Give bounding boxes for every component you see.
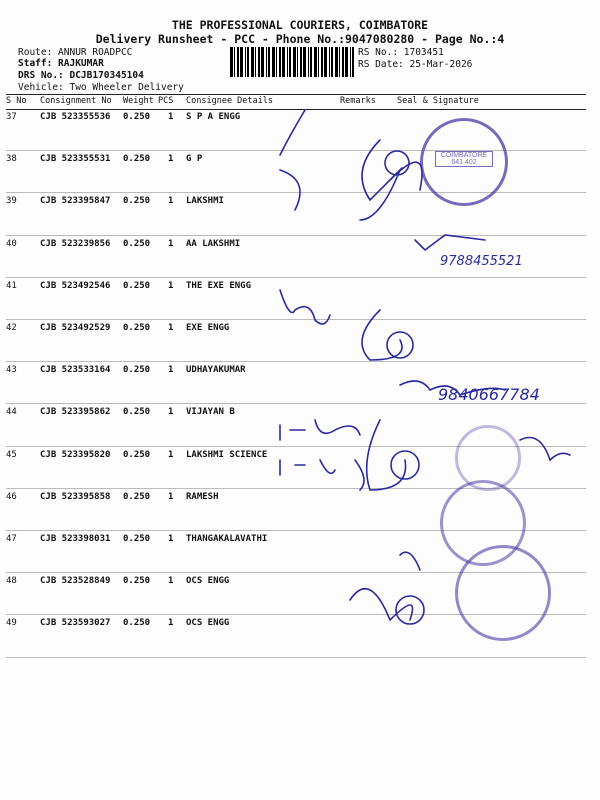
signature-stroke: [350, 589, 413, 620]
barcode-bar: [289, 47, 291, 77]
signature-stroke: [280, 290, 330, 324]
row-weight: 0.250: [123, 618, 151, 629]
row-sno: 39: [6, 196, 17, 207]
handwritten-phone-2: 9840667784: [438, 385, 540, 404]
barcode-bar: [297, 47, 298, 77]
row-sno: 46: [6, 491, 17, 502]
barcode-bar: [335, 47, 338, 77]
barcode-bar: [234, 47, 235, 77]
barcode-bar: [310, 47, 312, 77]
row-consignee: UDHAYAKUMAR: [186, 365, 246, 376]
signature-stroke: [520, 438, 570, 461]
barcode-bar: [276, 47, 277, 77]
row-consignee: VIJAYAN B: [186, 407, 235, 418]
col-consignment: Consignment No: [40, 96, 112, 106]
row-weight: 0.250: [123, 154, 151, 165]
barcode-bar: [318, 47, 319, 77]
row-consignment: CJB 523528849: [40, 576, 111, 587]
row-sno: 49: [6, 618, 17, 629]
barcode-bar: [314, 47, 317, 77]
row-sno: 45: [6, 449, 17, 460]
row-sno: 42: [6, 323, 17, 333]
row-pcs: 1: [168, 618, 174, 629]
barcode-bar: [342, 47, 344, 77]
barcode-bar: [321, 47, 323, 77]
signature-stroke: [280, 460, 364, 490]
row-consignment: CJB 523395847: [40, 196, 111, 207]
row-consignment: CJB 523395820: [40, 449, 111, 460]
barcode-bar: [279, 47, 281, 77]
barcode-bar: [245, 47, 246, 77]
col-consignee: Consignee Details: [186, 96, 273, 106]
row-weight: 0.250: [123, 407, 151, 418]
barcode-bar: [293, 47, 296, 77]
route-label: Route: ANNUR ROADPCC: [18, 47, 133, 58]
row-consignee: LAKSHMI SCIENCE: [186, 449, 268, 460]
row-consignment: CJB 523239856: [40, 238, 111, 249]
row-pcs: 1: [168, 280, 174, 291]
signature-stroke: [400, 552, 420, 570]
row-consignment: CJB 523492529: [40, 323, 111, 333]
row-pcs: 1: [168, 534, 174, 544]
barcode-bar: [282, 47, 285, 77]
barcode-bar: [255, 47, 256, 77]
row-sno: 48: [6, 576, 17, 587]
row-pcs: 1: [168, 238, 174, 249]
row-consignment: CJB 523355531: [40, 154, 111, 165]
signature-stroke: [367, 420, 406, 490]
row-consignment: CJB 523533164: [40, 365, 111, 376]
rs-number: RS No.: 1703451: [358, 47, 444, 58]
col-seal: Seal & Signature: [397, 96, 479, 106]
row-sno: 47: [6, 534, 17, 544]
row-consignee: OCS ENGG: [186, 576, 230, 587]
col-sno: S No: [6, 96, 27, 106]
row-pcs: 1: [168, 576, 174, 587]
signature-stroke: [280, 110, 305, 155]
drs-number: DRS No.: DCJB170345104: [18, 70, 144, 81]
row-pcs: 1: [168, 323, 174, 333]
barcode-bar: [240, 47, 243, 77]
barcode-bar: [303, 47, 306, 77]
row-consignment: CJB 523398031: [40, 534, 111, 544]
barcode-bar: [329, 47, 330, 77]
barcode-bar: [261, 47, 264, 77]
row-consignee: THANGAKALAVATHI: [186, 534, 268, 544]
row-pcs: 1: [168, 365, 174, 376]
barcode-bar: [272, 47, 275, 77]
row-consignee: OCS ENGG: [186, 618, 230, 629]
barcode-bar: [287, 47, 288, 77]
col-remarks: Remarks: [340, 96, 376, 106]
vehicle-label: Vehicle: Two Wheeler Delivery: [18, 82, 184, 93]
row-sno: 44: [6, 407, 17, 418]
row-sno: 41: [6, 280, 17, 291]
row-pcs: 1: [168, 407, 174, 418]
signature-stroke: [362, 310, 402, 360]
row-weight: 0.250: [123, 280, 151, 291]
row-consignee: LAKSHMI: [186, 196, 224, 207]
row-weight: 0.250: [123, 365, 151, 376]
signature-stroke: [360, 140, 402, 220]
row-sno: 37: [6, 112, 17, 122]
barcode-bar: [350, 47, 351, 77]
handwritten-signatures: [260, 100, 590, 660]
circled-number: [385, 151, 409, 175]
handwritten-phone-1: 9788455521: [440, 254, 523, 269]
barcode-bar: [237, 47, 239, 77]
barcode-bar: [247, 47, 249, 77]
row-pcs: 1: [168, 112, 174, 122]
row-sno: 43: [6, 365, 17, 376]
barcode-bar: [268, 47, 270, 77]
barcode-bar: [251, 47, 254, 77]
row-weight: 0.250: [123, 238, 151, 249]
row-pcs: 1: [168, 196, 174, 207]
barcode-bar: [308, 47, 309, 77]
row-weight: 0.250: [123, 196, 151, 207]
row-consignee: AA LAKSHMI: [186, 238, 241, 249]
col-weight: Weight: [123, 96, 154, 106]
barcode-bar: [331, 47, 333, 77]
rs-date: RS Date: 25-Mar-2026: [358, 59, 473, 70]
row-consignee: THE EXE ENGG: [186, 280, 252, 291]
row-weight: 0.250: [123, 449, 151, 460]
row-sno: 38: [6, 154, 17, 165]
stamp-text: COIMBATORE 641 402: [435, 151, 493, 167]
row-consignee: EXE ENGG: [186, 323, 230, 333]
row-consignment: CJB 523593027: [40, 618, 111, 629]
row-consignment: CJB 523492546: [40, 280, 111, 291]
signature-stroke: [390, 162, 422, 190]
row-weight: 0.250: [123, 534, 151, 544]
signature-stroke: [280, 170, 300, 210]
circled-number: [387, 332, 413, 358]
barcode-bar: [352, 47, 354, 77]
row-pcs: 1: [168, 154, 174, 165]
company-title: THE PROFESSIONAL COURIERS, COIMBATORE: [171, 18, 429, 32]
barcode-bar: [230, 47, 233, 77]
row-consignment: CJB 523395862: [40, 407, 111, 418]
row-consignment: CJB 523395858: [40, 491, 111, 502]
row-consignee: S P A ENGG: [186, 112, 241, 122]
barcode-bar: [345, 47, 348, 77]
signature-stroke: [415, 235, 485, 250]
runsheet-subtitle: Delivery Runsheet - PCC - Phone No.:9047080280 - Page No.:4: [95, 32, 505, 46]
barcode: [230, 47, 355, 77]
barcode-bar: [300, 47, 302, 77]
row-consignment: CJB 523355536: [40, 112, 111, 122]
row-weight: 0.250: [123, 491, 151, 502]
row-weight: 0.250: [123, 112, 151, 122]
row-pcs: 1: [168, 449, 174, 460]
row-consignee: RAMESH: [186, 491, 219, 502]
signature-stroke: [280, 420, 360, 440]
barcode-bar: [324, 47, 327, 77]
row-pcs: 1: [168, 491, 174, 502]
row-weight: 0.250: [123, 576, 151, 587]
barcode-bar: [266, 47, 267, 77]
row-sno: 40: [6, 238, 17, 249]
row-weight: 0.250: [123, 323, 151, 333]
col-pcs: PCS: [158, 96, 174, 106]
barcode-bar: [258, 47, 260, 77]
barcode-bar: [339, 47, 340, 77]
row-consignee: G P: [186, 154, 203, 165]
staff-label: Staff: RAJKUMAR: [18, 58, 104, 69]
